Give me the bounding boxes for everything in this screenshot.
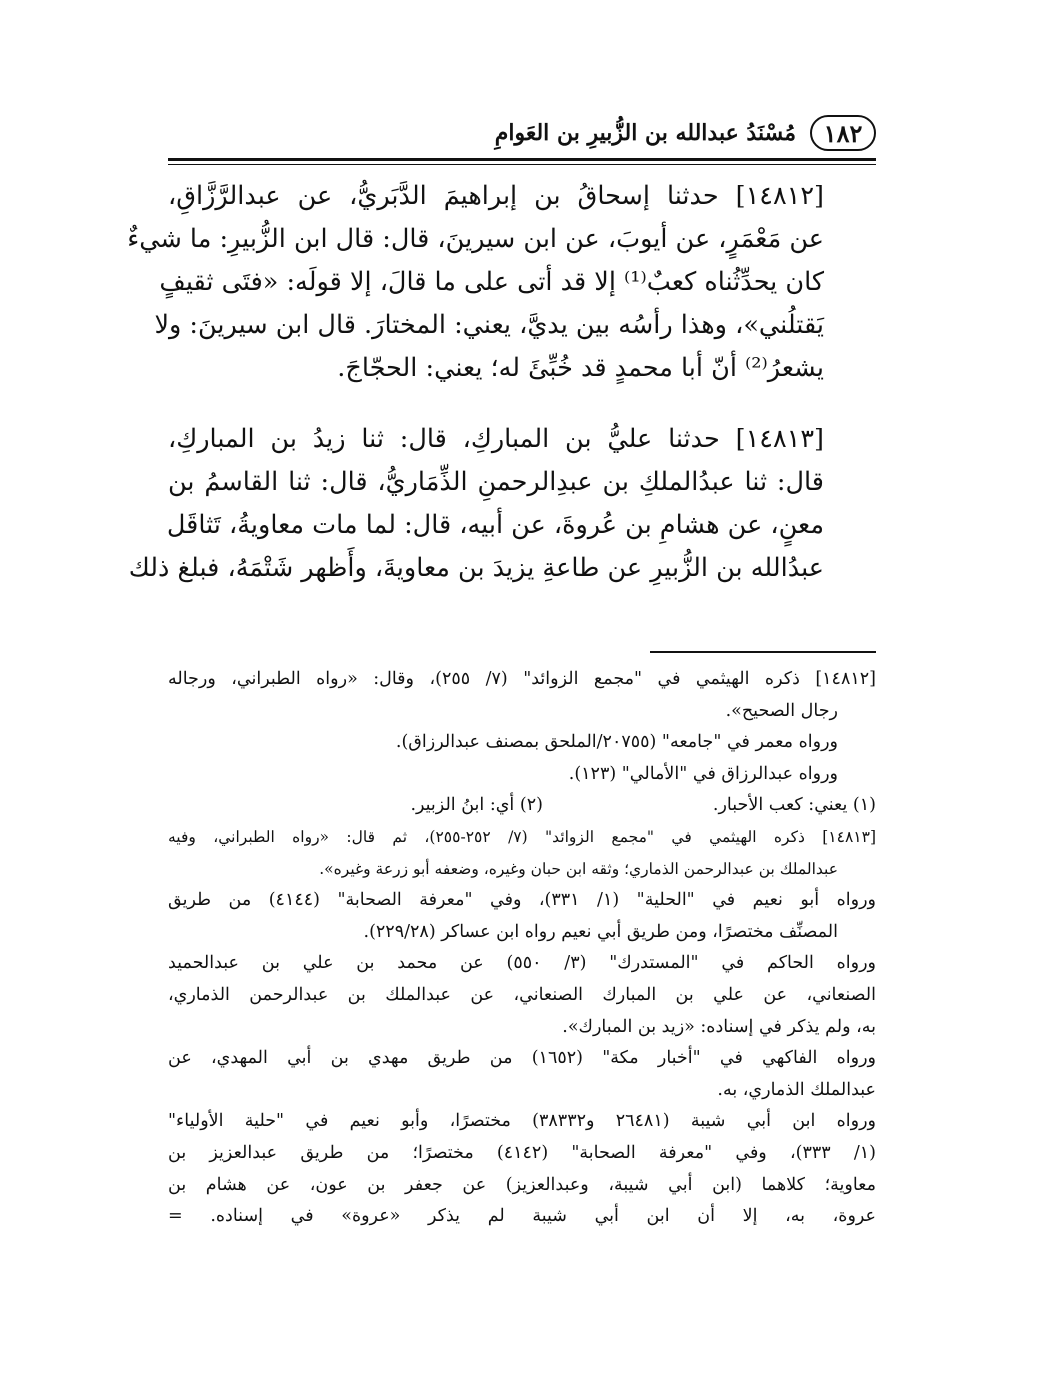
note-line: الصنعاني، عن علي بن المبارك الصنعاني، عن عبدالملك بن عبدالرحمن الذماري، (168, 984, 876, 1005)
hadith-14813 (128, 418, 876, 590)
note-line: عبدالملك بن عبدالرحمن الذماري؛ وثقه ابن حبان وغيره، وضعفه أبو زرعة وغيره». (319, 859, 838, 878)
note-line: [١٤٨١٣] ذكره الهيثمي في "مجمع الزوائد" (٧/ ٢٥٢-٢٥٥)، ثم قال: «رواه الطبراني، وفيه (168, 827, 876, 846)
note-line: المصنِّف مختصرًا، ومن طريق أبي نعيم رواه ابن عساكر (٢٢٩/٢٨). (363, 921, 838, 942)
text-line: [١٤٨١٢] حدثنا إسحاقُ بن إبراهيمَ الدَّبَريُّ، عن عبدالرَّزَّاقِ، (168, 181, 824, 211)
header-rule-thin (168, 164, 876, 165)
footnote-1: (١) يعني: كعب الأحبار. (712, 795, 876, 816)
note-line: معاوية؛ كلاهما (ابن أبي شيبة، وعبدالعزيز) عن جعفر بن عون، عن هشام بن (168, 1174, 876, 1195)
text-line: كان يحدِّثُناه كعبٌ⁽¹⁾ إلا قد أتى على ما قالَ، إلا قولَه: «فتَى ثقيفٍ (159, 267, 824, 297)
note-line: ورواه عبدالرزاق في "الأمالي" (١٢٣). (568, 763, 838, 784)
note-line: عبدالملك الذماري، به. (717, 1079, 876, 1100)
text-line: عن مَعْمَرٍ، عن أيوبَ، عن ابن سيرينَ، قال: قال ابن الزُّبيرِ: ما شيءٌ (127, 224, 824, 254)
page-number: ١٨٢ (810, 115, 876, 151)
hadith-14812 (127, 175, 876, 390)
note-line: (١/ ٣٣٣)، وفي "معرفة الصحابة" (٤١٤٢) مختصرًا؛ من طريق عبدالعزيز بن (168, 1142, 876, 1163)
note-line-final (168, 1201, 876, 1233)
short-footnotes (168, 790, 876, 822)
text-line: يَقتلُني»، وهذا رأسُه بين يديَّ، يعني: المختارَ. قال ابن سيرينَ: ولا (154, 310, 824, 340)
running-title: مُسْنَدُ عبدالله بن الزُّبيرِ بن العَوامِ (494, 120, 796, 146)
continuation-mark: = (168, 1206, 183, 1227)
note-line: ورواه ابن أبي شيبة (٢٦٤٨١ و٣٨٣٣٢) مختصرًا، وأبو نعيم في "حلية الأولياء" (168, 1111, 877, 1132)
text-line: قال: ثنا عبدُالملكِ بن عبدِالرحمنِ الذِّمَاريُّ، قال: ثنا القاسمُ بن (168, 467, 824, 497)
note-line: ورواه الفاكهي في "أخبار مكة" (١٦٥٢) من طريق مهدي بن أبي المهدي، عن (168, 1048, 876, 1069)
text-line: معنٍ، عن هشامِ بن عُروةَ، عن أبيه، قال: لما مات معاويةُ، تَثاقَل (166, 510, 824, 540)
main-text (127, 175, 876, 590)
note-line: به، ولم يذكر في إسناده: «زيد بن المبارك». (562, 1016, 876, 1037)
text-line: عبدُالله بن الزُّبيرِ عن طاعةِ يزيدَ بن معاويةَ، وأَظهر شَتْمَهُ، فبلغ ذلك (128, 553, 824, 583)
page-header (168, 112, 876, 154)
footnote-2: (٢) أي: ابنُ الزبير. (410, 795, 543, 816)
note-line: ورواه الحاكم في "المستدرك" (٣/ ٥٥٠) عن محمد بن علي بن عبدالحميد (168, 953, 877, 974)
note-line: [١٤٨١٢] ذكره الهيثمي في "مجمع الزوائد" (٧/ ٢٥٥)، وقال: «رواه الطبراني، ورجاله (168, 669, 876, 689)
text-line: [١٤٨١٣] حدثنا عليُّ بن المباركِ، قال: ثنا زيدُ بن المباركِ، (168, 424, 824, 454)
note-line: رجال الصحيح». (725, 700, 838, 721)
note-line: عروة، به، إلا أن ابن أبي شيبة لم يذكر «عروة» في إسناده. (210, 1206, 876, 1227)
text-line: يشعرُ⁽²⁾ أنّ أبا محمدٍ قد خُبِّئَ له؛ يعني: الحجّاجَ. (337, 353, 824, 383)
note-line: ورواه أبو نعيم في "الحلية" (١/ ٣٣١)، وفي "معرفة الصحابة" (٤١٤٤) من طريق (168, 890, 877, 911)
header-rule-thick (168, 158, 876, 161)
footnotes (168, 664, 876, 1233)
footnote-separator (650, 651, 876, 653)
note-line: ورواه معمر في "جامعه" (٢٠٧٥٥/الملحق بمصنف عبدالرزاق). (395, 732, 838, 753)
